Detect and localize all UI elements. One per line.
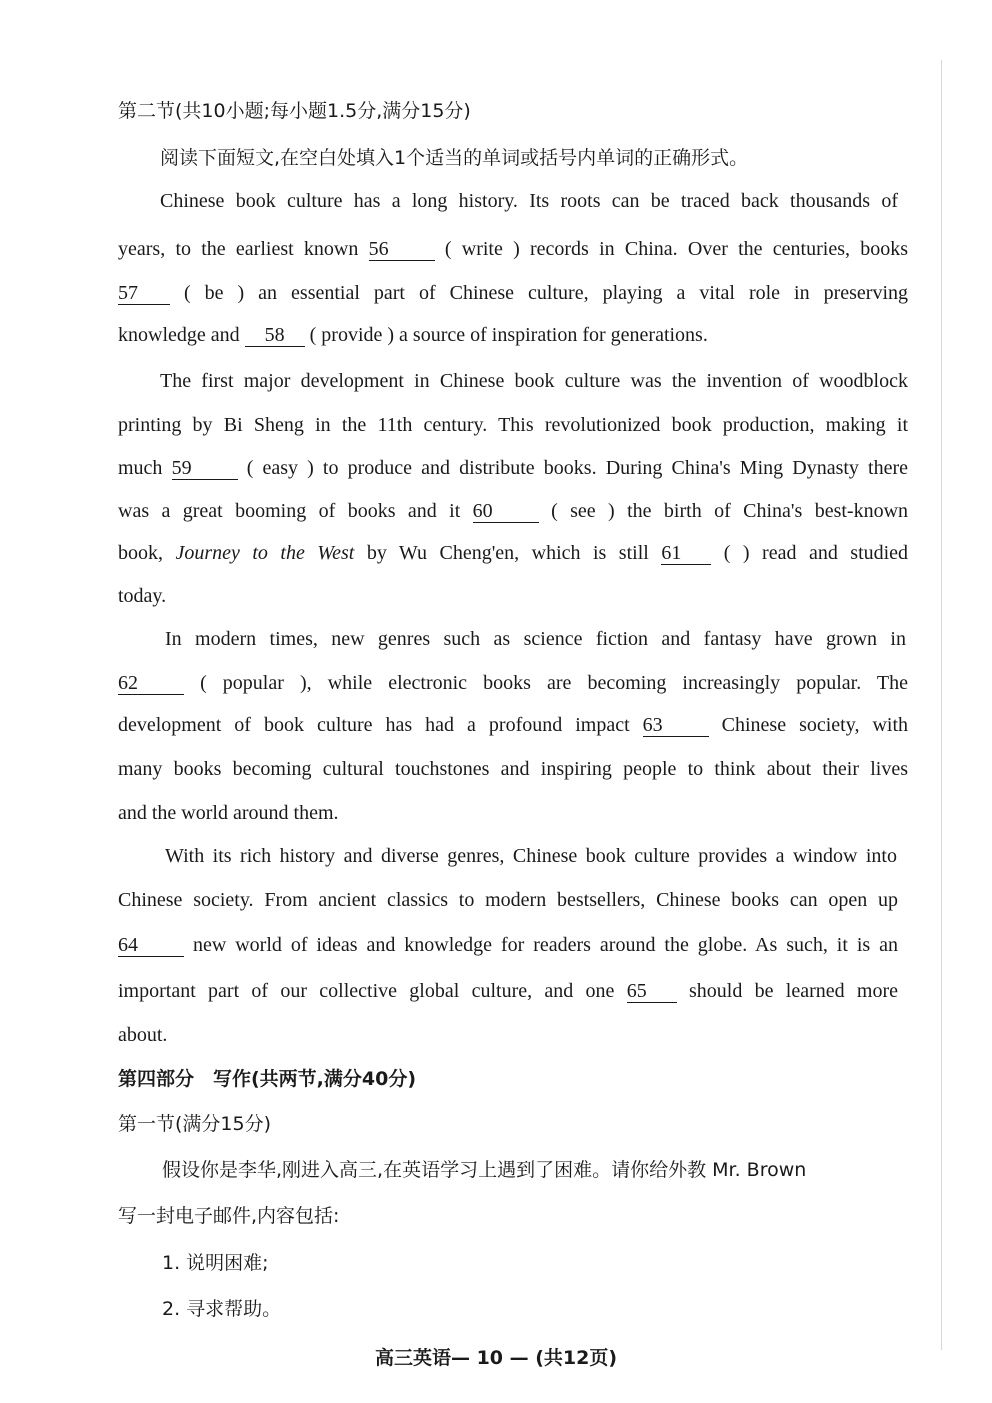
blank-65: 65 bbox=[627, 980, 677, 1003]
p1-line3: 57 ( be ) an essential part of Chinese culture, playing a vital role in preserving bbox=[118, 282, 909, 304]
blank-60: 60 bbox=[473, 500, 539, 523]
p3-line5: and the world around them. bbox=[118, 802, 339, 824]
writing-prompt-line2: 写一封电子邮件,内容包括: bbox=[118, 1205, 340, 1227]
book-title: Journey to the West bbox=[175, 542, 355, 564]
p1-line4: knowledge and 58 ( provide ) a source of inspiration for generations. bbox=[118, 324, 708, 346]
p2-line6: today. bbox=[118, 585, 167, 607]
p2-line1: The first major development in Chinese book culture was the invention of woodblock bbox=[160, 370, 908, 392]
blank-59: 59 bbox=[172, 457, 238, 480]
writing-prompt-line1: 假设你是李华,刚进入高三,在英语学习上遇到了困难。请你给外教 Mr. Brown bbox=[162, 1159, 807, 1181]
blank-62: 62 bbox=[118, 672, 184, 695]
blank-64: 64 bbox=[118, 934, 184, 957]
p2-line4: was a great booming of books and it 60 ( see ) the birth of China's best-known bbox=[118, 500, 909, 522]
p4-line2: Chinese society. From ancient classics to modern bestsellers, Chinese books can open up bbox=[118, 889, 898, 911]
part4-section1: 第一节(满分15分) bbox=[118, 1113, 272, 1135]
blank-58: 58 bbox=[245, 324, 305, 347]
p1-line2: years, to the earliest known 56 ( write ) records in China. Over the centuries, books bbox=[118, 238, 909, 260]
p4-line3: 64 new world of ideas and knowledge for readers around the globe. As such, it is an bbox=[118, 934, 899, 956]
part4-header: 第四部分 写作(共两节,满分40分) bbox=[118, 1068, 417, 1090]
p4-line4: important part of our collective global culture, and one 65 should be learned more bbox=[118, 980, 898, 1002]
p2-line2: printing by Bi Sheng in the 11th century. This revolutionized book production, making it bbox=[118, 414, 908, 436]
p3-line1: In modern times, new genres such as science fiction and fantasy have grown in bbox=[165, 628, 906, 650]
section2-header: 第二节(共10小题;每小题1.5分,满分15分) bbox=[118, 100, 471, 122]
p4-line1: With its rich history and diverse genres, Chinese book culture provides a window into bbox=[165, 845, 897, 867]
writing-item-2: 2. 寻求帮助。 bbox=[162, 1298, 282, 1320]
blank-61: 61 bbox=[661, 542, 711, 565]
p1-line1: Chinese book culture has a long history. Its roots can be traced back thousands of bbox=[160, 190, 898, 212]
p4-line5: about. bbox=[118, 1024, 168, 1046]
p3-line4: many books becoming cultural touchstones and inspiring people to think about their lives bbox=[118, 758, 908, 780]
blank-56: 56 bbox=[369, 238, 435, 261]
p2-line3: much 59 ( easy ) to produce and distribute books. During China's Ming Dynasty there bbox=[118, 457, 909, 479]
p2-line5: book, Journey to the West by Wu Cheng'en, which is still 61 ( ) read and studied bbox=[118, 542, 909, 564]
writing-item-1: 1. 说明困难; bbox=[162, 1252, 269, 1274]
page-footer: 高三英语— 10 — (共12页) bbox=[374, 1347, 618, 1369]
p3-line2: 62 ( popular ), while electronic books are becoming increasingly popular. The bbox=[118, 672, 909, 694]
section2-instruction: 阅读下面短文,在空白处填入1个适当的单词或括号内单词的正确形式。 bbox=[160, 147, 749, 169]
blank-57: 57 bbox=[118, 282, 170, 305]
p3-line3: development of book culture has had a profound impact 63 Chinese society, with bbox=[118, 714, 908, 736]
blank-63: 63 bbox=[643, 714, 709, 737]
